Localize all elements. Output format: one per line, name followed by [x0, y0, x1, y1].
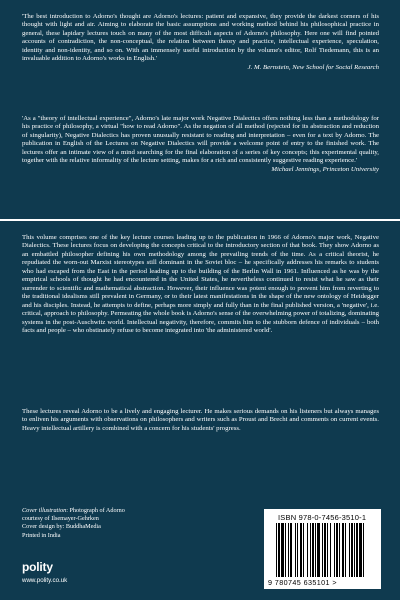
- review-quote-bernstein: [22, 13, 379, 72]
- description-paragraph: These lectures reveal Adorno to be a lively and engaging lecturer. He makes serious demands on his listeners but always manages to enliven his arguments with observations on philosophers and writers such as Proust and Brecht and comments on current events. Heavy intellectual artillery is combined with a concern for his students' progress.: [22, 408, 379, 432]
- review-quote-jennings: [22, 115, 379, 174]
- barcode-stripe: [336, 523, 338, 577]
- barcode-stripe: [342, 523, 344, 577]
- barcode-stripe: [324, 523, 326, 577]
- barcode-stripe: [339, 523, 340, 577]
- cover-credits: [22, 507, 192, 540]
- barcode-stripe: [330, 523, 331, 577]
- publisher-url: www.polity.co.uk: [22, 577, 68, 584]
- barcode-stripe: [290, 523, 292, 577]
- barcode-stripe: [303, 523, 304, 577]
- barcode-stripe: [276, 523, 277, 577]
- publisher-logo: polity: [22, 560, 53, 574]
- barcode-stripe: [315, 523, 316, 577]
- barcode-stripe: [322, 523, 323, 577]
- review-text: 'As a "theory of intellectual experience", Adorno's late major work Negative Dialectics offers nothing less than a methodology for his practice of philosophy, a virtual "how to read Adorno". As the negation of all method (rejected for its abstraction and reduction of singularity), Negative Dialectics has proven unusually resistant to reading and interpretation – even for a text by Adorno. The publication in English of the Lectures on Negative Dialectics will provide a welcome point of entry to the finished work. The lectures offer an intimate view of a mind searching for the final elaboration of a series of key concepts; this experimental quality, together with the relative informality of the lecture setting, makes for a rich and consistently suggestive reading experience.': [22, 115, 379, 165]
- barcode-stripe: [310, 523, 311, 577]
- barcode-stripe: [278, 523, 280, 577]
- barcode-stripe: [334, 523, 335, 577]
- barcode-stripe: [295, 523, 296, 577]
- isbn-barcode: [264, 509, 381, 589]
- barcode-stripe: [327, 523, 328, 577]
- barcode-bars: [276, 523, 372, 577]
- barcode-stripe: [312, 523, 314, 577]
- barcode-stripe: [356, 523, 358, 577]
- barcode-stripe: [345, 523, 346, 577]
- illustration-value: : Photograph of Adorno: [66, 507, 125, 514]
- barcode-stripe: [354, 523, 355, 577]
- divider-rule: [0, 219, 400, 221]
- barcode-stripe: [297, 523, 298, 577]
- isbn-label: ISBN 978-0-7456-3510-1: [278, 513, 367, 522]
- barcode-stripe: [363, 523, 364, 577]
- description-paragraph: This volume comprises one of the key lecture courses leading up to the publication in 1966 of Adorno's major work, Negative Dialectics. These lectures focus on developing the concepts critical to the introductory section of that book. They show Adorno as an embattled philosopher defining his own methodology among the prevailing trends of the time. As a critical theorist, he repudiated the worn-out Marxist stereotypes still dominant in the Soviet bloc – he specifically addresses his remarks to students who had escaped from the East in the period leading up to the building of the Berlin Wall in 1961. Influenced as he was by the empirical schools of thought he had encountered in the United States, he nevertheless continued to resist what he saw as their surrender to scientific and mathematical abstraction. However, their influence was potent enough to prevent him from reverting to the traditional idealisms still prevalent in Germany, or to their latest manifestations in the shape of the new ontology of Heidegger and his disciples. Instead, he attempts to define, perhaps more simply and fully than in the final published version, a 'negative', i.e. critical, approach to philosophy. Permeating the whole book is Adorno's sense of the overwhelming power of totalizing, dominating systems in the post-Auschwitz world. Intellectual negativity, therefore, commits him to the stubborn defence of individuals – both facts and people – who obstinately refuse to become integrated into 'the administered world'.: [22, 234, 379, 334]
- barcode-digits: 9 780745 635101 >: [268, 578, 337, 587]
- barcode-stripe: [349, 523, 350, 577]
- barcode-stripe: [317, 523, 320, 577]
- review-source: Michael Jennings, Princeton University: [271, 165, 379, 173]
- barcode-stripe: [351, 523, 353, 577]
- barcode-stripe: [281, 523, 284, 577]
- barcode-stripe: [285, 523, 286, 577]
- barcode-stripe: [300, 523, 302, 577]
- barcode-stripe: [359, 523, 362, 577]
- barcode-stripe: [288, 523, 289, 577]
- publisher-block: [22, 560, 67, 584]
- review-text: 'The best introduction to Adorno's thought are Adorno's lectures: patient and expansive, they provide the darkest corners of his thought with light and air. Aiming to elaborate the basic assumptions and working method behind his philosophical practice in general, these lapidary lectures touch on many of the most difficult aspects of Adorno's philosophy. Here one will find pointed accounts of contradiction, the non-conceptual, the relation between theory and practice, intellectual experience, speculation, identity and non-identity, and so on. With an immensely useful introduction by the volume's editor, Rolf Tiedemann, this is an invaluable addition to Adorno's works in English.': [22, 13, 379, 63]
- courtesy-credit: courtesy of Ilsemayer-Gehrken: [22, 515, 99, 523]
- illustration-label: Cover illustration: [22, 507, 67, 514]
- design-credit: Cover design by: BuddhaMedia: [22, 523, 101, 531]
- barcode-stripe: [307, 523, 308, 577]
- review-source: J. M. Bernstein, New School for Social Research: [247, 63, 379, 71]
- printed-credit: Printed in India: [22, 531, 61, 539]
